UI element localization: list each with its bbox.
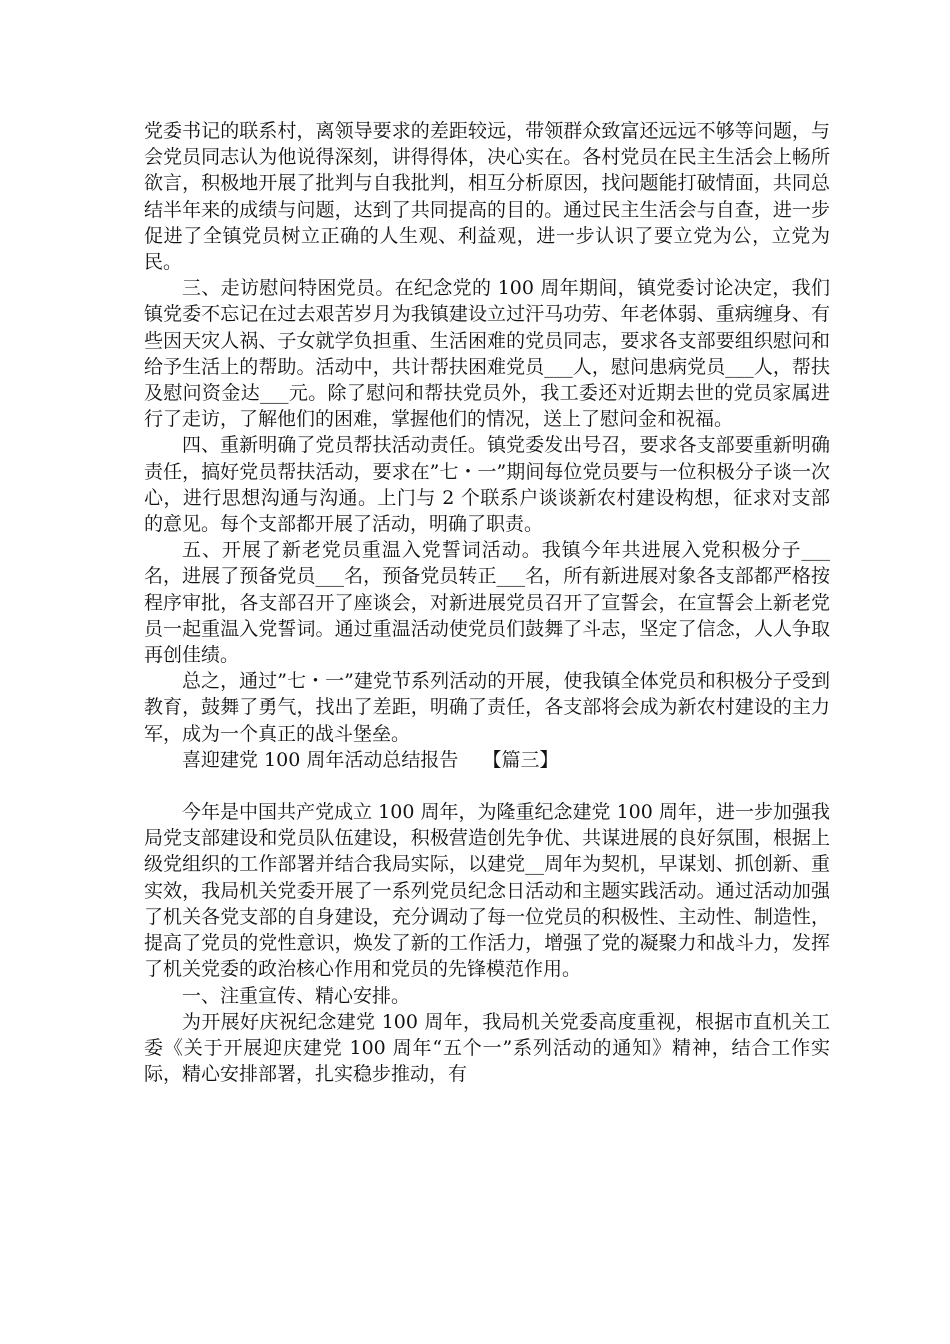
paragraph-section-four: 四、重新明确了党员帮扶活动责任。镇党委发出号召，要求各支部要重新明确责任，搞好党员帮扶活动，要求在”七・一”期间每位党员要与一位积极分子谈一次心，进行思想沟通与沟通。上门与 2 个联系户谈谈新农村建设构想，征求对支部的意见。每个支部都开展了活动，明确了职责。 [144,434,830,536]
paragraph-intro: 今年是中国共产党成立 100 周年，为隆重纪念建党 100 周年，进一步加强我局党支部建设和党员队伍建设，积极营造创先争优、共谋进展的良好氛围，根据上级党组织的工作部署并结合我局实际，以建党__周年为契机，早谋划、抓创新、重实效，我局机关党委开展了一系列党员纪念日活动和主题实践活动。通过活动加强了机关各党支部的自身建设，充分调动了每一位党员的积极性、主动性、制造性，提高了党员的党性意识，焕发了新的工作活力，增强了党的凝聚力和战斗力，发挥了机关党委的政治核心作用和党员的先锋模范作用。 [144,801,830,981]
paragraph-publicity: 为开展好庆祝纪念建党 100 周年，我局机关党委高度重视，根据市直机关工委《关于开展迎庆建党 100 周年“五个一”系列活动的通知》精神，结合工作实际，精心安排部署，扎实稳步推动，有 [144,1010,830,1086]
paragraph-summary: 总之，通过”七・一”建党节系列活动的开展，使我镇全体党员和积极分子受到教育，鼓舞了勇气，找出了差距，明确了责任，各支部将会成为新农村建设的主力军，成为一个真正的战斗堡垒。 [144,670,830,745]
paragraph-section-three: 三、走访慰问特困党员。在纪念党的 100 周年期间，镇党委讨论决定，我们镇党委不忘记在过去艰苦岁月为我镇建设立过汗马功劳、年老体弱、重病缠身、有些因天灾人祸、子女就学负担重、生活困难的党员同志，要求各支部要组织慰问和给予生活上的帮助。活动中，共计帮扶困难党员___人，慰问患病党员___人，帮扶及慰问资金达___元。除了慰问和帮扶党员外，我工委还对近期去世的党员家属进行了走访，了解他们的困难，掌握他们的情况，送上了慰问金和祝福。 [144,277,830,431]
blank-line [144,773,830,799]
paragraph-section-five: 五、开展了新老党员重温入党誓词活动。我镇今年共进展入党积极分子___名，进展了预备党员___名，预备党员转正___名，所有新进展对象各支部都严格按程序审批，各支部召开了座谈会，对新进展党员召开了宣誓会，在宣誓会上新老党员一起重温入党誓词。通过重温活动使党员们鼓舞了斗志，坚定了信念，人人争取再创佳绩。 [144,539,830,667]
document-page [144,118,830,1087]
section-heading [144,747,830,773]
paragraph-subheading-one: 一、注重宣传、精心安排。 [182,984,411,1007]
section-title: 喜迎建党 100 周年活动总结报告 [182,748,459,771]
paragraph-party-secretary: 党委书记的联系村，离领导要求的差距较远，带领群众致富还远远不够等问题，与会党员同志认为他说得深刻，讲得得体，决心实在。各村党员在民主生活会上畅所欲言，积极地开展了批判与自我批判，相互分析原因，找问题能打破情面，共同总结半年来的成绩与问题，达到了共同提高的目的。通过民主生活会与自查，进一步促进了全镇党员树立正确的人生观、利益观，进一步认识了要立党为公，立党为民。 [144,120,830,274]
section-tag: 【篇三】 [482,748,559,771]
